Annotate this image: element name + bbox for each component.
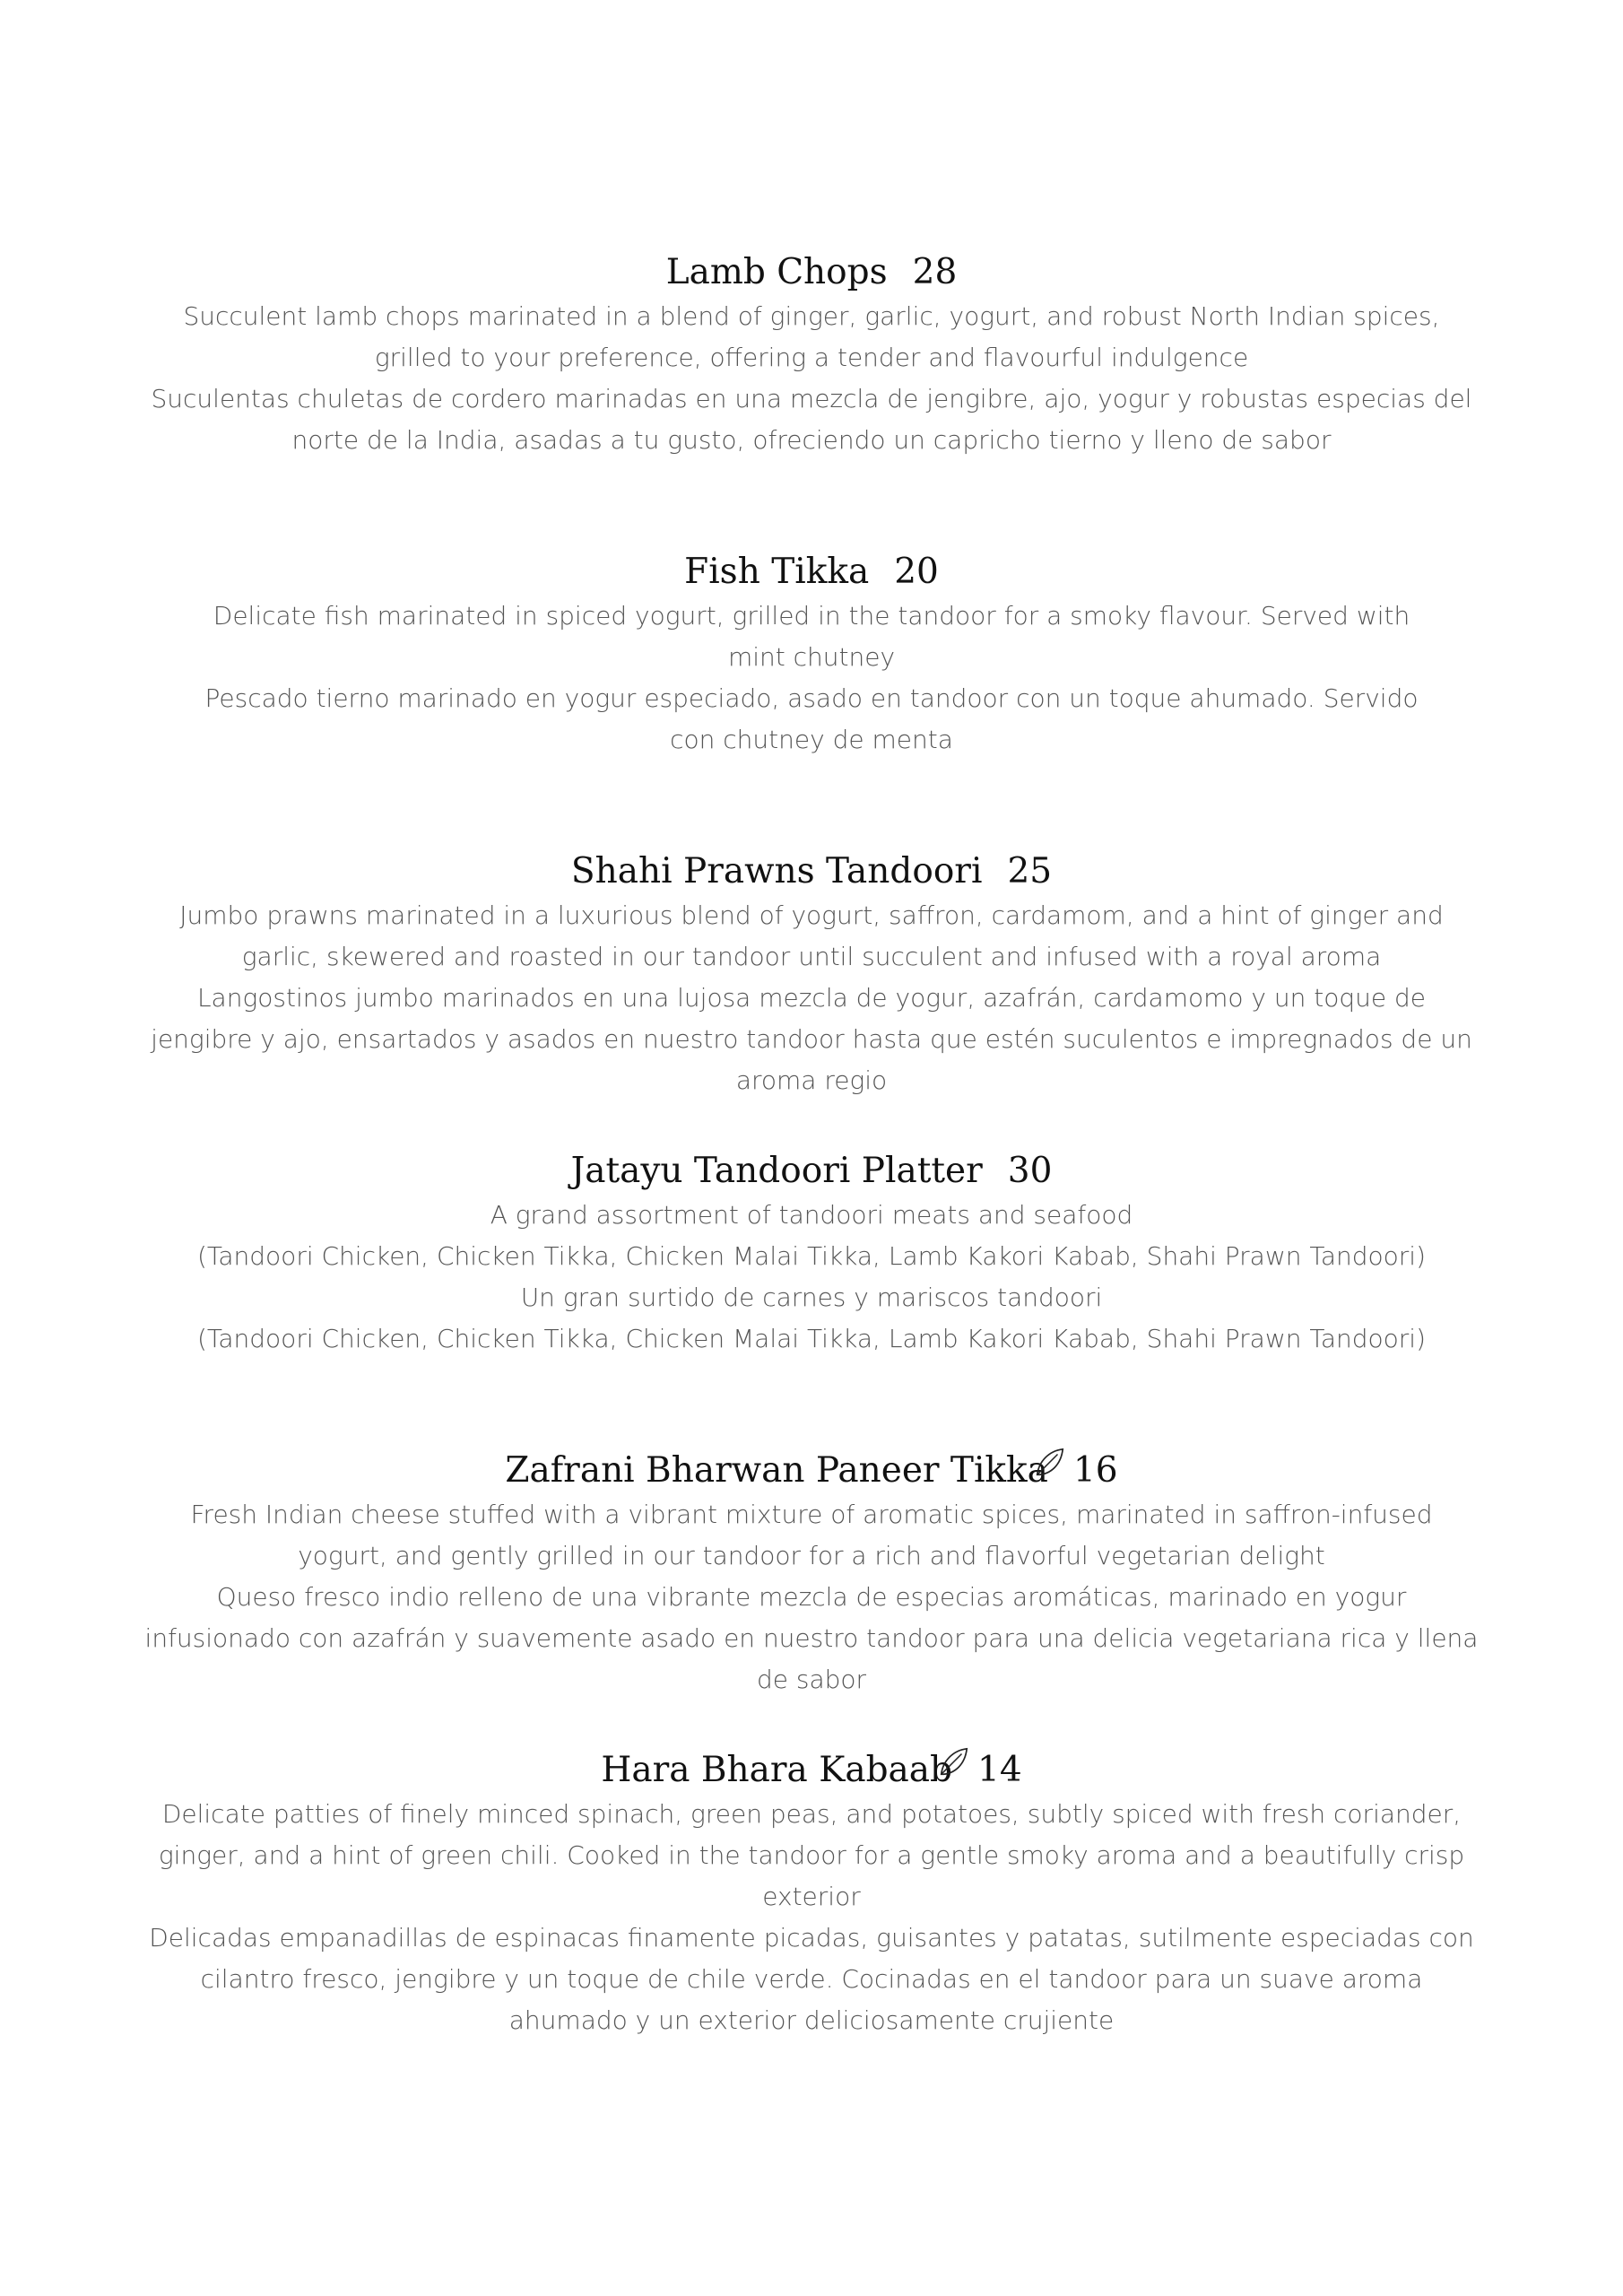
leaf-icon — [1032, 1446, 1066, 1480]
description-spanish: Un gran surtido de carnes y mariscos tandoori — [520, 1283, 1103, 1312]
item-price: 20 — [894, 552, 939, 592]
item-title — [143, 1747, 1480, 1794]
description-english: Delicate patties of finely minced spinach, green peas, and potatoes, subtly spiced with fresh coriander, ginger, and a hint of green chili. Cooked in the tandoor for a gentle smoky aroma and a beautifully crisp exterior — [158, 1799, 1465, 1911]
description-spanish-components: (Tandoori Chicken, Chicken Tikka, Chicken Malai Tikka, Lamb Kakori Kabab, Shahi Prawn Tandoori) — [196, 1324, 1427, 1353]
item-price: 14 — [977, 1750, 1022, 1790]
description-english: Fresh Indian cheese stuffed with a vibrant mixture of aromatic spices, marinated in saffron-infused yogurt, and gently grilled in our tandoor for a rich and flavorful vegetarian delight — [190, 1500, 1433, 1570]
description-spanish: Langostinos jumbo marinados en una lujosa mezcla de yogur, azafrán, cardamomo y un toque de jengibre y ajo, ensartados y asados en nuestro tandoor hasta que estén suculentos e impregnados de un aroma regio — [151, 983, 1472, 1095]
item-name: Fish Tikka — [684, 552, 870, 592]
description-english: Delicate fish marinated in spiced yogurt, grilled in the tandoor for a smoky flavour. Served with mint chutney — [213, 601, 1410, 672]
item-description — [143, 895, 1480, 1101]
item-price: 30 — [1007, 1151, 1053, 1191]
item-description — [143, 596, 1480, 761]
item-description — [143, 1494, 1480, 1700]
item-title — [143, 249, 1480, 296]
menu-item-jatayu-tandoori-platter — [143, 1148, 1480, 1360]
item-price: 28 — [912, 252, 958, 292]
item-description — [143, 296, 1480, 461]
description-spanish: Queso fresco indio relleno de una vibrante mezcla de especias aromáticas, marinado en yogur infusionado con azafrán y suavemente asado en nuestro tandoor para una delicia vegetariana rica y llena de sabor — [144, 1582, 1479, 1694]
menu-item-lamb-chops — [143, 249, 1480, 461]
item-title — [143, 1148, 1480, 1195]
description-english: Succulent lamb chops marinated in a blend of ginger, garlic, yogurt, and robust North Indian spices, grilled to your preference, offering a tender and flavourful indulgence — [183, 301, 1440, 372]
description-english-components: (Tandoori Chicken, Chicken Tikka, Chicken Malai Tikka, Lamb Kakori Kabab, Shahi Prawn Tandoori) — [196, 1241, 1427, 1271]
description-english: Jumbo prawns marinated in a luxurious blend of yogurt, saffron, cardamom, and a hint of ginger and garlic, skewered and roasted in our tandoor until succulent and infused with a royal aroma — [179, 900, 1444, 971]
item-name: Hara Bhara Kabaab — [601, 1750, 953, 1790]
item-price: 16 — [1072, 1450, 1118, 1491]
item-description — [143, 1794, 1480, 2041]
description-spanish: Delicadas empanadillas de espinacas finamente picadas, guisantes y patatas, sutilmente especiadas con cilantro fresco, jengibre y un toque de chile verde. Cocinadas en el tandoor para un suave aroma ahumado y un exterior deliciosamente crujiente — [149, 1923, 1474, 2035]
menu-item-zafrani-bharwan-paneer-tikka — [143, 1448, 1480, 1700]
description-english: A grand assortment of tandoori meats and seafood — [490, 1200, 1133, 1230]
description-spanish: Suculentas chuletas de cordero marinadas en una mezcla de jengibre, ajo, yogur y robustas especias del norte de la India, asadas a tu gusto, ofreciendo un capricho tierno y lleno de sabor — [151, 384, 1472, 455]
item-title — [143, 848, 1480, 895]
item-name: Jatayu Tandoori Platter — [570, 1151, 983, 1191]
menu-item-fish-tikka — [143, 549, 1480, 761]
item-name: Zafrani Bharwan Paneer Tikka — [505, 1450, 1048, 1491]
menu-item-hara-bhara-kabaab — [143, 1747, 1480, 2041]
leaf-icon — [936, 1745, 970, 1779]
menu-item-shahi-prawns-tandoori — [143, 848, 1480, 1101]
item-name: Lamb Chops — [665, 252, 888, 292]
item-description — [143, 1195, 1480, 1360]
item-title — [143, 1448, 1480, 1494]
description-spanish: Pescado tierno marinado en yogur especiado, asado en tandoor con un toque ahumado. Servido con chutney de menta — [204, 683, 1419, 754]
item-title — [143, 549, 1480, 596]
item-name: Shahi Prawns Tandoori — [570, 851, 983, 891]
item-price: 25 — [1007, 851, 1053, 891]
